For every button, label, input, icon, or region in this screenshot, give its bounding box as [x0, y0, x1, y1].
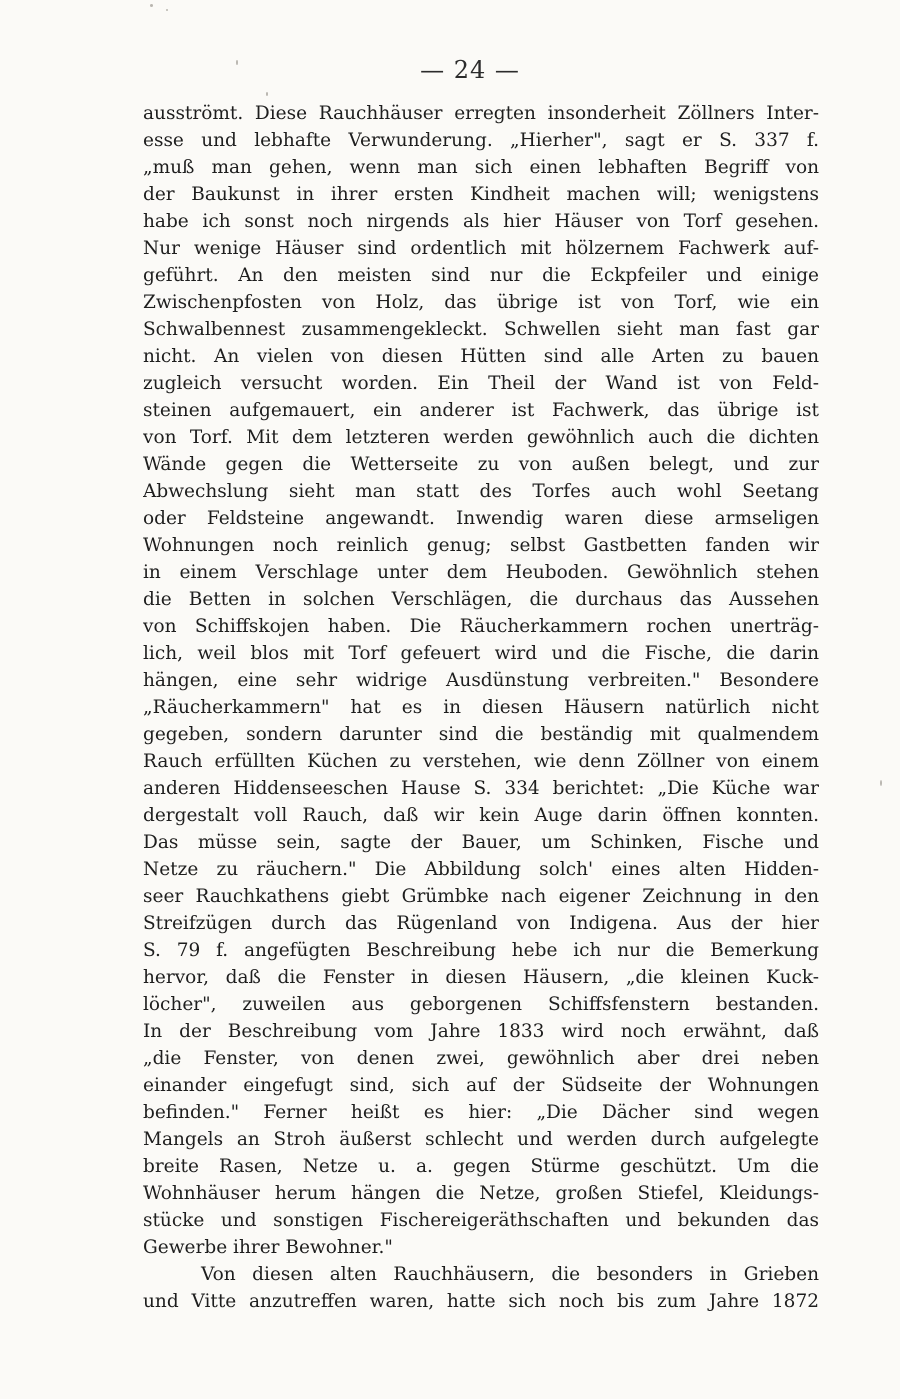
text-line: zugleich versucht worden. Ein Theil der Wand ist von Feld-: [143, 373, 819, 394]
text-line: Mangels an Stroh äußerst schlecht und werden durch aufgelegte: [143, 1129, 819, 1150]
text-line: Rauch erfüllten Küchen zu verstehen, wie denn Zöllner von einem: [143, 751, 819, 772]
text-line: steinen aufgemauert, ein anderer ist Fachwerk, das übrige ist: [143, 400, 819, 421]
text-line: stücke und sonstigen Fischereigeräthschaften und bekunden das: [143, 1210, 819, 1231]
paper-speck: [880, 780, 882, 786]
text-line: Das müsse sein, sagte der Bauer, um Schinken, Fische und: [143, 832, 819, 853]
text-line: Schwalbennest zusammengekleckt. Schwellen sieht man fast gar: [143, 319, 819, 340]
text-line: löcher", zuweilen aus geborgenen Schiffsfenstern bestanden.: [143, 994, 819, 1015]
text-line: Wände gegen die Wetterseite zu von außen belegt, und zur: [143, 454, 819, 475]
text-line: „die Fenster, von denen zwei, gewöhnlich aber drei neben: [143, 1048, 819, 1069]
text-line: seer Rauchkathens giebt Grümbke nach eigener Zeichnung in den: [143, 886, 819, 907]
text-line: gegeben, sondern darunter sind die beständig mit qualmendem: [143, 724, 819, 745]
text-line: „muß man gehen, wenn man sich einen lebhaften Begriff von: [143, 157, 819, 178]
text-line: Von diesen alten Rauchhäusern, die besonders in Grieben: [201, 1264, 819, 1285]
text-line: habe ich sonst noch nirgends als hier Häuser von Torf gesehen.: [143, 211, 819, 232]
text-line: Wohnhäuser herum hängen die Netze, großen Stiefel, Kleidungs-: [143, 1183, 819, 1204]
text-line: In der Beschreibung vom Jahre 1833 wird noch erwähnt, daß: [143, 1021, 819, 1042]
text-line: „Räucherkammern" hat es in diesen Häusern natürlich nicht: [143, 697, 819, 718]
text-line: befinden." Ferner heißt es hier: „Die Dächer sind wegen: [143, 1102, 819, 1123]
text-line: Streifzügen durch das Rügenland von Indigena. Aus der hier: [143, 913, 819, 934]
text-line: lich, weil blos mit Torf gefeuert wird und die Fische, die darin: [143, 643, 819, 664]
text-line: Zwischenpfosten von Holz, das übrige ist von Torf, wie ein: [143, 292, 819, 313]
text-line: einander eingefugt sind, sich auf der Südseite der Wohnungen: [143, 1075, 819, 1096]
paper-speck: [150, 4, 153, 7]
text-line: Nur wenige Häuser sind ordentlich mit hölzernem Fachwerk auf-: [143, 238, 819, 259]
text-line: von Schiffskojen haben. Die Räucherkammern rochen unerträg-: [143, 616, 819, 637]
page-number: — 24 —: [420, 56, 520, 84]
text-line: die Betten in solchen Verschlägen, die durchaus das Aussehen: [143, 589, 819, 610]
text-line: S. 79 f. angefügten Beschreibung hebe ich nur die Bemerkung: [143, 940, 819, 961]
text-line: Netze zu räuchern." Die Abbildung solch' eines alten Hidden-: [143, 859, 819, 880]
text-line: dergestalt voll Rauch, daß wir kein Auge darin öffnen konnten.: [143, 805, 819, 826]
text-line: Gewerbe ihrer Bewohner.": [143, 1237, 393, 1258]
text-line: von Torf. Mit dem letzteren werden gewöhnlich auch die dichten: [143, 427, 819, 448]
text-line: anderen Hiddenseeschen Hause S. 334 berichtet: „Die Küche war: [143, 778, 819, 799]
text-line: oder Feldsteine angewandt. Inwendig waren diese armseligen: [143, 508, 819, 529]
text-line: esse und lebhafte Verwunderung. „Hierher", sagt er S. 337 f.: [143, 130, 819, 151]
text-line: Wohnungen noch reinlich genug; selbst Gastbetten fanden wir: [143, 535, 819, 556]
text-line: geführt. An den meisten sind nur die Eckpfeiler und einige: [143, 265, 819, 286]
text-line: hängen, eine sehr widrige Ausdünstung verbreiten." Besondere: [143, 670, 819, 691]
text-line: nicht. An vielen von diesen Hütten sind alle Arten zu bauen: [143, 346, 819, 367]
paper-speck: [166, 9, 168, 11]
text-line: breite Rasen, Netze u. a. gegen Stürme geschützt. Um die: [143, 1156, 819, 1177]
text-line: und Vitte anzutreffen waren, hatte sich noch bis zum Jahre 1872: [143, 1291, 819, 1312]
text-line: der Baukunst in ihrer ersten Kindheit machen will; wenigstens: [143, 184, 819, 205]
text-line: hervor, daß die Fenster in diesen Häusern, „die kleinen Kuck-: [143, 967, 819, 988]
text-line: in einem Verschlage unter dem Heuboden. Gewöhnlich stehen: [143, 562, 819, 583]
text-line: ausströmt. Diese Rauchhäuser erregten insonderheit Zöllners Inter-: [143, 103, 819, 124]
body-text: [143, 100, 819, 1315]
paper-speck: [266, 92, 268, 96]
text-line: Abwechslung sieht man statt des Torfes auch wohl Seetang: [143, 481, 819, 502]
